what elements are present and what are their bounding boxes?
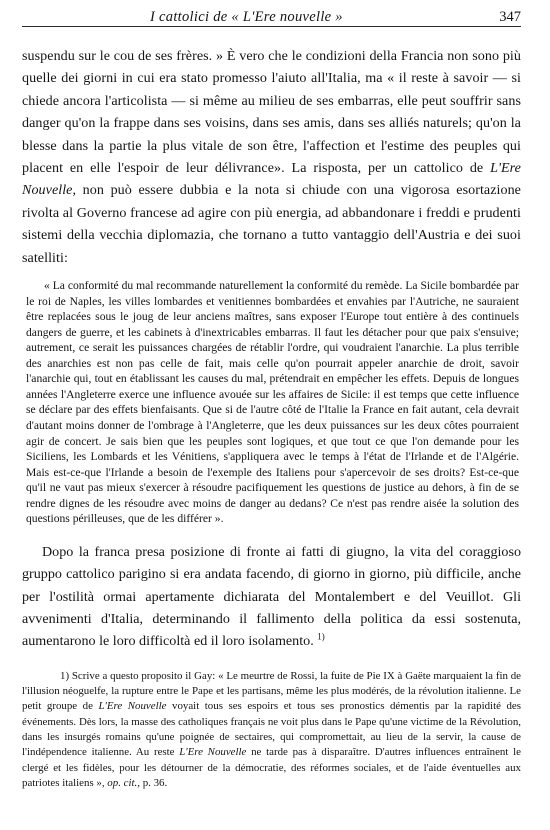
paragraph-continued (22, 45, 521, 269)
footnote-text: voyait tous ses espoirs et tous ses pronostics démentis par la rapidité des événements. Dès lors, la masse des catholiques français ne voit plus dans le Pape qu'une victime de la Révolution, dans les insurgés romains qu'une poignée de sectaires, qui compromettait, au lieu de la servir, la cause de l'indépendence italienne. Au reste (22, 700, 521, 759)
paragraph-text: Dopo la franca presa posizione di fronte ai fatti di giugno, la vita del coraggioso gruppo cattolico parigino si era andata facendo, di giorno in giorno, più difficile, anche per l'ostilità ormai apertamente dichiarata del Montalembert e del Veuillot. Gli avvenimenti d'Italia, determinando il fallimento della politica da essi sostenuta, aumentarono le loro difficoltà ed il loro isolamento. (22, 543, 521, 650)
running-head (22, 0, 521, 27)
journal-title: L'Ere Nouvelle (22, 160, 521, 199)
paragraph (22, 541, 521, 653)
citation: op. cit. (107, 776, 138, 789)
footnote (22, 669, 521, 791)
footnote-marker: 1) (60, 669, 70, 682)
footnote-text: , p. 36. (137, 776, 168, 789)
running-head-title: I cattolici de « L'Ere nouvelle » (150, 9, 343, 25)
main-text (22, 45, 521, 269)
journal-title: L'Ere Nouvelle (179, 746, 247, 759)
footnote-text: Scrive a questo proposito il Gay: « Le meurtre de Rossi, la fuite de Pie IX à Gaëte marquaient la fin de l'illusion néoguelfe, la rupture entre le Pape et les partisans, même les plus modérés, de la révolution italienne. Le petit groupe de (22, 669, 521, 713)
footnote-text: ne tarde pas à disparaître. D'autres influences entraînent le clergé et les fidèles, pour les détourner de la démocratie, des réformes sociales, et de l'aide éventuelles aux patriotes italiens », (22, 746, 521, 789)
journal-title: L'Ere Nouvelle (98, 700, 167, 713)
page-number: 347 (499, 9, 521, 25)
paragraph-text: suspendu sur le cou de ses frères. » È vero che le condizioni della Francia non sono più quelle dei giorni in cui era stato promesso l'aiuto all'Italia, ma « il reste à savoir — si chiede ancora l'articolista — si même au milieu de ses embarras, elle peut souffrir sans danger qu'on la frappe dans ses voisins, dans ses amis, dans ses alliés naturels; qu'on la blesse dans la partie la plus vitale de son être, l'affection et l'estime des peuples qui placent en elle l'espoir de leur délivrance». La risposta, per un cattolico de (22, 48, 521, 177)
paragraph-text: , non può essere dubbia e la nota si chiude con una vigorosa esortazione rivolta al Governo francese ad agire con più energia, ad abbandonare i freddi e prudenti sistemi della vecchia diplomazia, che tornano a tutto vantaggio dell'Austria e dei suoi satelliti: (22, 182, 521, 266)
footnote-reference: 1) (317, 631, 325, 642)
block-quote: « La conformité du mal recommande naturellement la conformité du remède. La Sicile bombardée par le roi de Naples, les villes lombardes et venitiennes bombardées et envahies par l'Autriche, ne sauraient être replacées sous le joug de leur anciens maîtres, sans exposer l'Europe tout entière à des continuels dangers de guerre, et les cabinets à d'inextricables embarras. Il faut les détacher pour que paix s'ensuive; autrement, ce serait les puissances chargées de rétablir l'ordre, qui voudraient l'anarchie. La plus terrible des anarchies est non pas celle de fait, mais celle qu'on pourrait appeler anarchie de droit, savoir l'anarchie qui, tout en établissant les causes du mal, prétendrait en empêcher les effets. Depuis de longues années l'Angleterre exerce une influence avouée sur les affaires de Sicile: il est temps que cette influence se déclare par des effets bienfaisants. Que si de l'autre côté de l'Italie la France en fait autant, cela devrait d'autant moins donner de l'ombrage à l'Angleterre, que les deux puissances sur les deux côtes pourraient agir de concert. Je sais bien que les peuples sont logiques, et que tout ce que l'on demande pour les Siciliens, les Lombards et les Vénitiens, s'appliquera avec le temps à l'état de l'Irlande et de l'Algérie. Mais est-ce-que l'Irlande a besoin de l'exemple des Italiens pour s'apercevoir de ses droits? Est-ce-que qu'il ne vaut pas mieux s'exercer à résoudre pacifiquement les questions de justice au dehors, à fin de se rendre dignes de les résoudre avec moins de danger au dedans? Ce n'est pas rendre aisée la solution des questions périlleuses, que de les différer ». (26, 279, 519, 526)
